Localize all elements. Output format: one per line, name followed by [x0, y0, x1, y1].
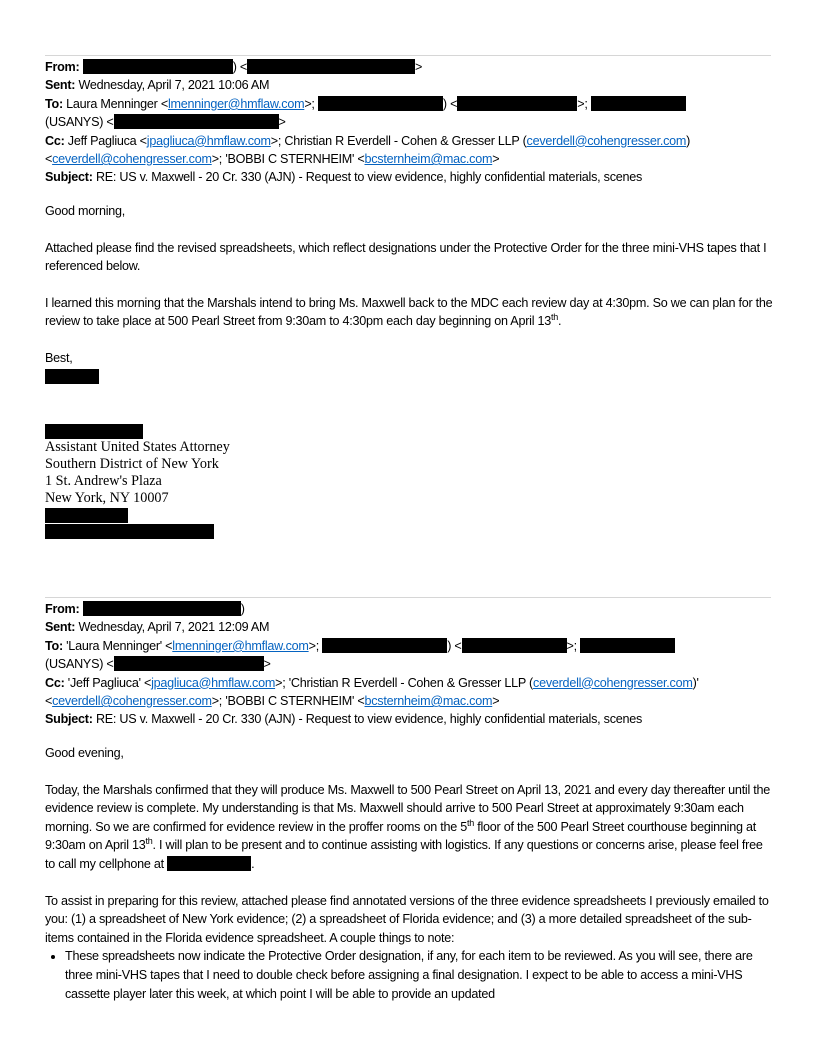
signature-office: Southern District of New York — [45, 456, 219, 472]
cc-name: 'BOBBI C STERNHEIM' — [225, 152, 355, 167]
sent-label: Sent: — [45, 620, 76, 635]
list-item: • These spreadsheets now indicate the Protective Order designation, if any, for each item to be reviewed. As you will see, there are three mini-VHS tapes that I need to double check before assigning a final designation. I expect to be able to access a mini-VHS cassette player later this week, at which point I will be able to provide an updated — [65, 947, 775, 1003]
email-header-2: From: ) Sent: Wednesday, April 7, 2021 12:09 AM To: 'Laura Menninger' <lmenninger@hmflaw.com>; ) < >; (USANYS) < > Cc: 'Jeff Pagliuca' <jpagliuca@hmflaw.com>; 'Christian R Everdell - Cohen & Gresser LLP (ceverdell@cohengresser.com)' <ceverdell@cohengresser.com>; 'BOBBI C STERNHEIM' <bcsternheim@mac.com> Subject: RE: US v. Maxwell - 20 Cr. 330 (AJN) - Request to view evidence, highly confidential materials, scenes — [45, 602, 699, 727]
greeting: Good evening, — [45, 746, 124, 760]
notes-list — [45, 947, 775, 1003]
subject-label: Subject: — [45, 712, 93, 727]
redaction — [45, 524, 214, 539]
signature-title: Assistant United States Attorney — [45, 439, 230, 455]
redaction — [580, 638, 675, 653]
divider — [45, 55, 771, 56]
signature-street: 1 St. Andrew's Plaza — [45, 473, 162, 489]
email-link[interactable]: ceverdell@cohengresser.com — [526, 133, 687, 148]
cc-label: Cc: — [45, 675, 65, 690]
greeting: Good morning, — [45, 204, 126, 218]
redaction — [247, 59, 415, 74]
redaction — [83, 601, 241, 616]
cc-name: 'Jeff Pagliuca' — [67, 675, 141, 690]
paragraph — [45, 781, 775, 874]
redaction — [45, 424, 143, 439]
redaction — [45, 369, 99, 384]
email-body-1 — [45, 202, 775, 384]
redaction — [318, 96, 443, 111]
from-label: From: — [45, 602, 80, 616]
sent-date: Wednesday, April 7, 2021 10:06 AM — [78, 78, 270, 93]
cc-name: 'Christian R Everdell - Cohen & Gresser LLP — [288, 675, 526, 690]
text: . — [558, 314, 562, 329]
signature-city: New York, NY 10007 — [45, 490, 169, 506]
to-org: (USANYS) — [45, 657, 104, 672]
to-name: 'Laura Menninger' — [66, 638, 162, 653]
paragraph: To assist in preparing for this review, attached please find annotated versions of the three evidence spreadsheets I previously emailed to you: (1) a spreadsheet of New York evidence; (2) a spreadsheet of Florida evidence; and (3) a more detailed spreadsheet of the sub-items contained in the Florida evidence spreadsheet. A couple things to note: — [45, 893, 769, 945]
text: floor of the 500 Pearl Street courthouse beginning at 9:30am on April 13 — [45, 819, 756, 853]
email-link[interactable]: lmenninger@hmflaw.com — [172, 638, 309, 653]
email-link[interactable]: lmenninger@hmflaw.com — [167, 96, 305, 111]
redaction — [45, 508, 128, 523]
email-link[interactable]: bcsternheim@mac.com — [364, 152, 493, 167]
redaction — [114, 656, 264, 671]
email-link[interactable]: ceverdell@cohengresser.com — [52, 152, 212, 167]
closing: Best, — [45, 350, 73, 365]
to-label: To: — [45, 638, 63, 653]
sent-label: Sent: — [45, 78, 76, 93]
sent-date: Wednesday, April 7, 2021 12:09 AM — [78, 620, 270, 635]
from-label: From: — [45, 60, 80, 74]
redaction — [322, 638, 447, 653]
cc-name: Christian R Everdell - Cohen & Gresser LLP — [284, 133, 520, 148]
divider — [45, 597, 771, 598]
redaction — [462, 638, 567, 653]
paragraph — [45, 294, 775, 331]
cc-name: 'BOBBI C STERNHEIM' — [225, 694, 355, 709]
to-label: To: — [45, 96, 63, 111]
cc-name: Jeff Pagliuca — [67, 133, 137, 148]
superscript: th — [466, 817, 474, 828]
redaction — [83, 59, 233, 74]
to-name: Laura Menninger — [66, 96, 158, 111]
cc-label: Cc: — [45, 133, 65, 148]
text: Today, the Marshals confirmed that they will produce Ms. Maxwell to 500 Pearl Street on April 13, 2021 and every day thereafter until the evidence review is complete. My understanding is that Ms. Maxwell should arrive to 500 Pearl Street at approximately 9:30am each morning. So we are confirmed for evidence review in the proffer rooms on the 5 — [45, 782, 771, 834]
email-body-2 — [45, 744, 775, 1003]
email-link[interactable]: ceverdell@cohengresser.com — [52, 694, 212, 709]
email-link[interactable]: bcsternheim@mac.com — [364, 694, 493, 709]
signature-block — [45, 424, 775, 539]
subject-label: Subject: — [45, 170, 93, 185]
email-link[interactable]: ceverdell@cohengresser.com — [533, 675, 693, 690]
subject: RE: US v. Maxwell - 20 Cr. 330 (AJN) - Request to view evidence, highly confidential materials, scenes — [95, 170, 643, 185]
redaction — [591, 96, 686, 111]
redaction — [457, 96, 577, 111]
redaction — [167, 856, 251, 871]
email-link[interactable]: jpagliuca@hmflaw.com — [151, 675, 276, 690]
to-org: (USANYS) — [45, 115, 104, 130]
text: . — [251, 856, 255, 871]
redaction — [114, 114, 279, 129]
superscript: th — [551, 312, 559, 323]
text: I learned this morning that the Marshals intend to bring Ms. Maxwell back to the MDC each review day at 4:30pm. So we can plan for the review to take place at 500 Pearl Street from 9:30am to 4:30pm each day beginning on April 13 — [45, 295, 773, 329]
superscript: th — [145, 836, 153, 847]
paragraph: Attached please find the revised spreadsheets, which reflect designations under the Protective Order for the three mini-VHS tapes that I referenced below. — [45, 240, 767, 274]
email-link[interactable]: jpagliuca@hmflaw.com — [146, 133, 271, 148]
subject: RE: US v. Maxwell - 20 Cr. 330 (AJN) - Request to view evidence, highly confidential materials, scenes — [95, 712, 643, 727]
text: . I will plan to be present and to continue assisting with logistics. If any questions or concerns arise, please feel free to call my cellphone at — [45, 838, 763, 871]
email-header-1: From: ) < > Sent: Wednesday, April 7, 2021 10:06 AM To: Laura Menninger <lmenninger@hmflaw.com>; ) < >; (USANYS) < > Cc: Jeff Pagliuca <jpagliuca@hmflaw.com>; Christian R Everdell - Cohen & Gresser LLP (ceverdell@cohengresser.com) <ceverdell@cohengresser.com>; 'BOBBI C STERNHEIM' <bcsternheim@mac.com> Subject: RE: US v. Maxwell - 20 Cr. 330 (AJN) - Request to view evidence, highly confidential materials, scenes — [45, 60, 691, 185]
